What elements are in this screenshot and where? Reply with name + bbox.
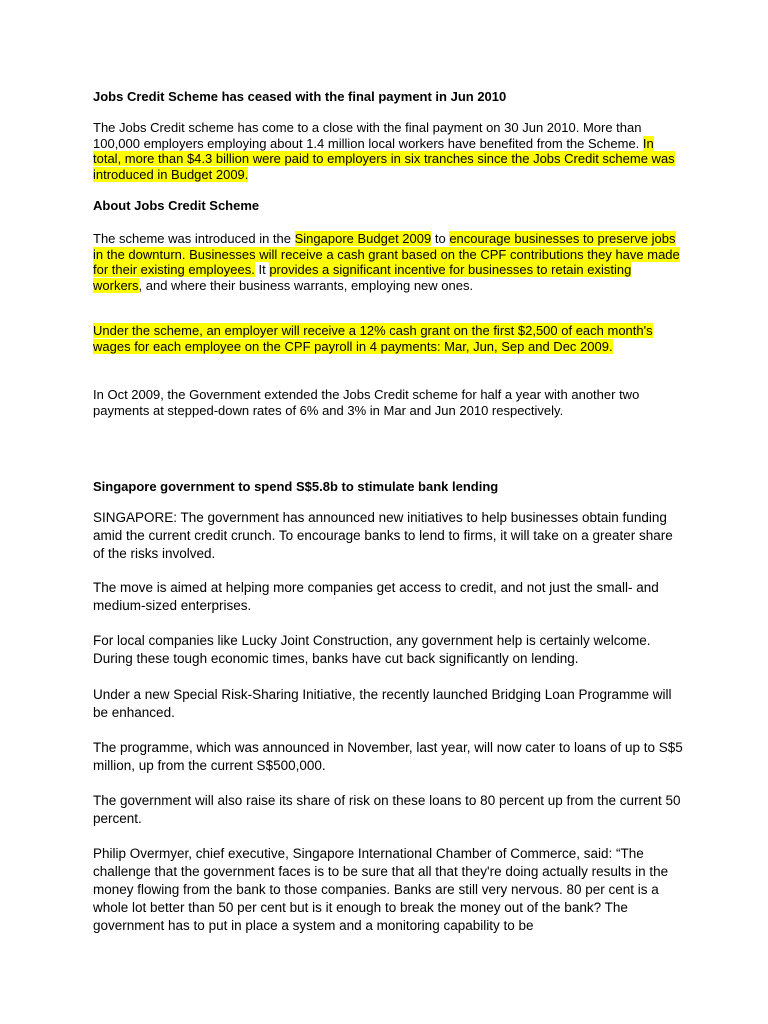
text-run: The Jobs Credit scheme has come to a close with the final payment on 30 Jun 2010. More than 100,000 employers employing about 1.4 million local workers have benefited from the Scheme. xyxy=(93,120,643,151)
paragraph-scheme-intro xyxy=(93,231,683,293)
paragraph-access-to-credit: The move is aimed at helping more companies get access to credit, and not just the small- and medium-sized enterprises. xyxy=(93,580,659,613)
section-heading-bank-lending: Singapore government to spend S$5.8b to stimulate bank lending xyxy=(93,479,499,494)
highlighted-text: In total, more than $4.3 billion were paid to employers in six tranches since the Jobs Credit scheme was introduced in Budget 2009. xyxy=(93,135,675,182)
text-run: to xyxy=(431,231,450,246)
paragraph-local-companies: For local companies like Lucky Joint Construction, any government help is certainly welcome. During these tough economic times, banks have cut back significantly on lending. xyxy=(93,633,651,666)
section-heading-jobs-credit-ceased: Jobs Credit Scheme has ceased with the final payment in Jun 2010 xyxy=(93,89,507,104)
text-run: It xyxy=(254,262,270,277)
highlighted-text: Under the scheme, an employer will receive a 12% cash grant on the first $2,500 of each month's wages for each employee on the CPF payroll in 4 payments: Mar, Jun, Sep and Dec 2009. xyxy=(93,323,653,354)
paragraph-programme-loans: The programme, which was announced in November, last year, will now cater to loans of up to S$5 million, up from the current S$500,000. xyxy=(93,740,683,773)
paragraph-risk-share: The government will also raise its share of risk on these loans to 80 percent up from the current 50 percent. xyxy=(93,793,681,826)
text-run: , and where their business warrants, employing new ones. xyxy=(138,277,474,293)
paragraph-announcement: SINGAPORE: The government has announced new initiatives to help businesses obtain funding amid the current credit crunch. To encourage banks to lend to firms, it will take on a greater share of the risks involved. xyxy=(93,510,673,561)
section-heading-about-scheme: About Jobs Credit Scheme xyxy=(93,198,260,213)
highlighted-text: encourage businesses to preserve jobs in the downturn. Businesses will receive a cash grant based on the CPF contributions they have made for their existing employees. xyxy=(93,231,680,277)
paragraph-scheme-extension: In Oct 2009, the Government extended the Jobs Credit scheme for half a year with another two payments at stepped-down rates of 6% and 3% in Mar and Jun 2010 respectively. xyxy=(93,387,640,418)
paragraph-risk-sharing: Under a new Special Risk-Sharing Initiative, the recently launched Bridging Loan Programme will be enhanced. xyxy=(93,687,672,720)
text-run: The scheme was introduced in the xyxy=(93,231,295,246)
paragraph-jobs-credit-close xyxy=(93,120,683,182)
paragraph-cash-grant xyxy=(93,323,683,354)
highlighted-text: provides a significant incentive for businesses to retain existing workers xyxy=(93,262,632,293)
highlighted-text: Singapore Budget 2009 xyxy=(294,231,432,246)
paragraph-quote-overmyer: Philip Overmyer, chief executive, Singapore International Chamber of Commerce, said: “The challenge that the government faces is to be sure that all that they're doing actually results in the money flowing from the bank to those companies. Banks are still very nervous. 80 per cent is a whole lot better than 50 per cent but is it enough to break the money out of the bank? The government has to put in place a system and a monitoring capability to be xyxy=(93,846,669,933)
